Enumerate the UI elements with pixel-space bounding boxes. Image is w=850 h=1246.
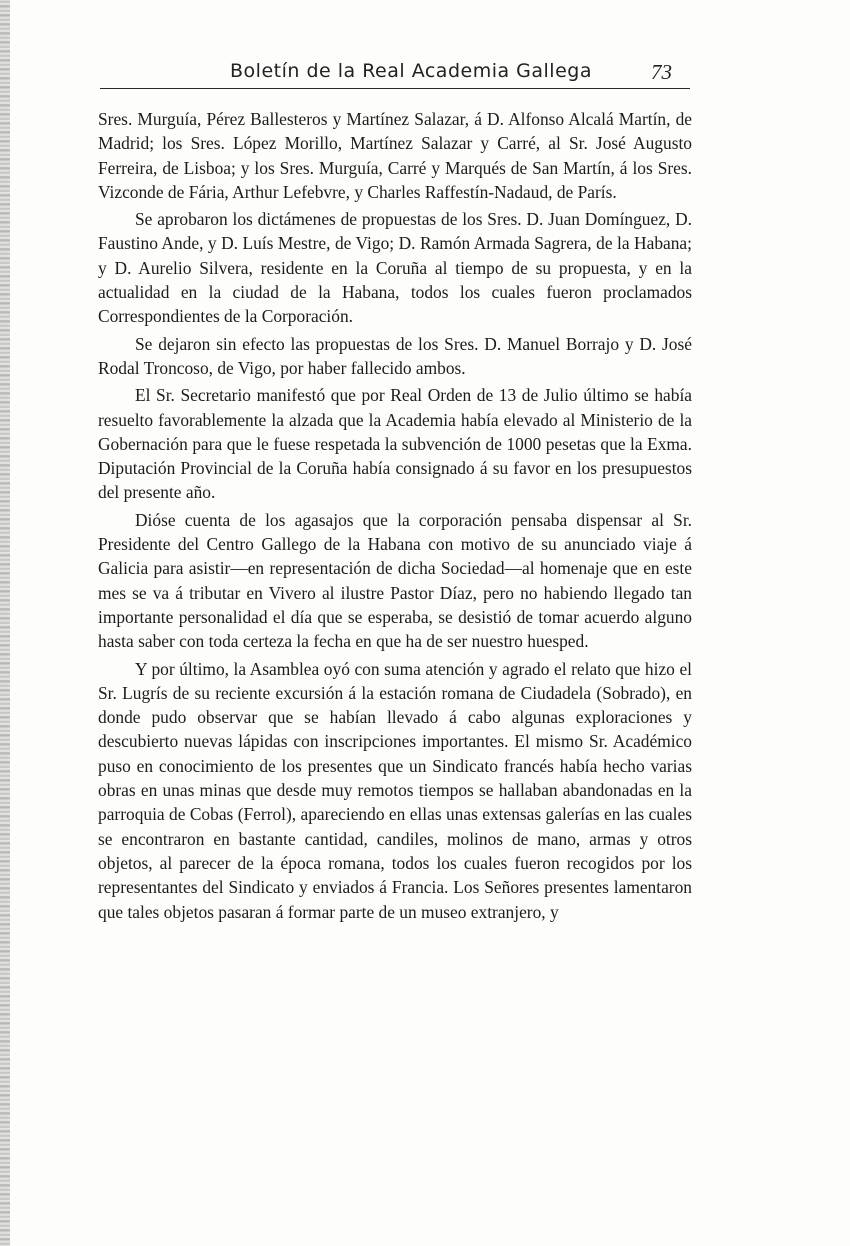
- paragraph: El Sr. Secretario manifestó que por Real Orden de 13 de Julio último se había resuelto favorablemente la alzada que la Academia había elevado al Ministerio de la Gobernación para que le fuese respetada la subvención de 1000 pesetas que la Exma. Diputación Provincial de la Coruña había consignado á su favor en los presupuestos del presente año.: [98, 385, 692, 503]
- running-title: Boletín de la Real Academia Gallega: [230, 60, 592, 82]
- paragraph: Se aprobaron los dictámenes de propuestas de los Sres. D. Juan Domínguez, D. Faustino Ande, y D. Luís Mestre, de Vigo; D. Ramón Armada Sagrera, de la Habana; y D. Aurelio Silvera, residente en la Coruña al tiempo de su propuesta, y en la actualidad en la ciudad de la Habana, todos los cuales fueron proclamados Correspondientes de la Corporación.: [98, 209, 692, 327]
- page-binding-edge: [0, 0, 10, 1246]
- paragraph: Se dejaron sin efecto las propuestas de los Sres. D. Manuel Borrajo y D. José Rodal Troncoso, de Vigo, por haber fallecido ambos.: [98, 333, 692, 378]
- paragraph-continued: Sres. Murguía, Pérez Ballesteros y Martínez Salazar, á D. Alfonso Alcalá Martín, de Madrid; los Sres. López Morillo, Martínez Salazar y Carré, al Sr. José Augusto Ferreira, de Lisboa; y los Sres. Murguía, Carré y Marqués de San Martín, á los Sres. Vizconde de Fária, Arthur Lefebvre, y Charles Raffestín-Nadaud, de París.: [98, 109, 692, 202]
- body-text: [98, 107, 692, 927]
- paragraph: Dióse cuenta de los agasajos que la corporación pensaba dispensar al Sr. Presidente del Centro Gallego de la Habana con motivo de su anunciado viaje á Galicia para asistir—en representación de dicha Sociedad—al homenaje que en este mes se va á tributar en Vivero al ilustre Pastor Díaz, pero no habiendo llegado tan importante personalidad el día que se esperaba, se desistió de tomar acuerdo alguno hasta saber con toda certeza la fecha en que ha de ser nuestro huesped.: [98, 509, 692, 652]
- page-header: [100, 58, 690, 89]
- page-number: 73: [651, 60, 672, 84]
- paragraph: Y por último, la Asamblea oyó con suma atención y agrado el relato que hizo el Sr. Lugrís de su reciente excursión á la estación romana de Ciudadela (Sobrado), en donde pudo observar que se habían llevado á cabo algunas exploraciones y descubierto nuevas lápidas con inscripciones importantes. El mismo Sr. Académico puso en conocimiento de los presentes que un Sindicato francés había hecho varias obras en unas minas que desde muy remotos tiempos se hallaban abandonadas en la parroquia de Cobas (Ferrol), apareciendo en ellas unas extensas galerías en las cuales se encontraron en bastante cantidad, candiles, molinos de mano, armas y otros objetos, al parecer de la época romana, todos los cuales fueron recogidos por los representantes del Sindicato y enviados á Francia. Los Señores presentes lamentaron que tales objetos pasaran á formar parte de un museo extranjero, y: [98, 658, 692, 922]
